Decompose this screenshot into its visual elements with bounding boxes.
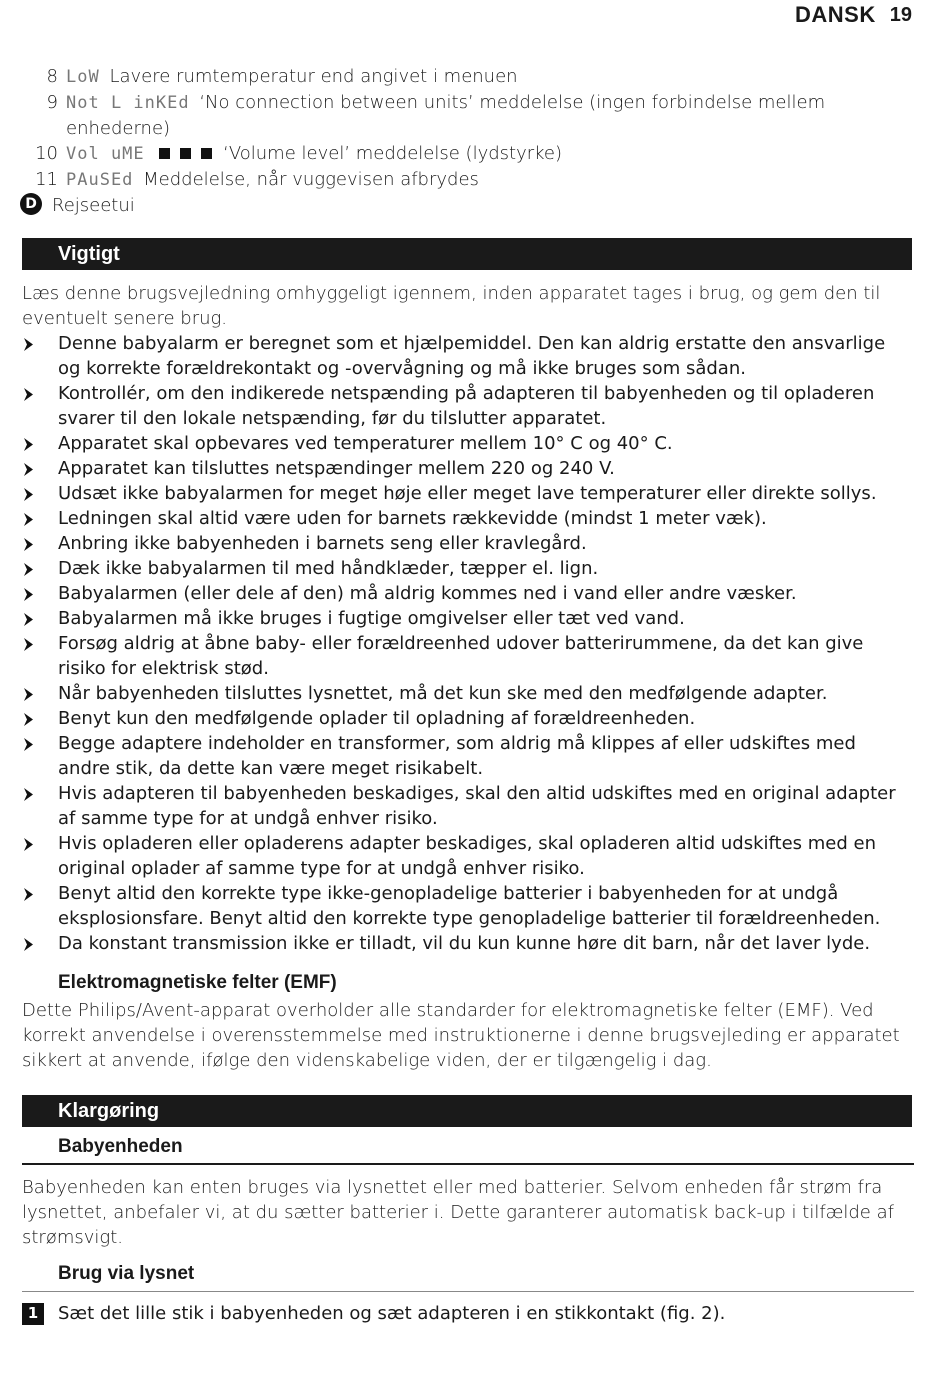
- bullet-icon: [24, 438, 33, 451]
- safety-list-item: [22, 731, 912, 781]
- bullet-icon: [24, 638, 33, 651]
- language-label: DANSK: [795, 2, 876, 27]
- step-text: Sæt det lille stik i babyenheden og sæt adapteren i en stikkontakt (fig. 2).: [58, 1303, 726, 1324]
- safety-list-item: [22, 506, 912, 531]
- safety-list-text: Apparatet skal opbevares ved temperaturer mellem 10° C og 40° C.: [58, 433, 673, 454]
- legend-item: [20, 64, 910, 90]
- divider: [22, 1163, 914, 1165]
- legend-text: Rejseetui: [52, 195, 135, 216]
- bullet-icon: [24, 513, 33, 526]
- safety-list-text: Hvis opladeren eller opladerens adapter beskadiges, skal opladeren altid udskiftes med en original oplader af samme type for at undgå enhver risiko.: [58, 833, 877, 879]
- safety-list-text: Anbring ikke babyenheden i barnets seng eller kravlegård.: [58, 533, 587, 554]
- safety-list-text: Forsøg aldrig at åbne baby- eller forældreenhed udover batterirummene, da det kan give risiko for elektrisk stød.: [58, 633, 864, 679]
- baby-unit-paragraph: Babyenheden kan enten bruges via lysnettet eller med batterier. Selvom enheden får strøm fra lysnettet, anbefaler vi, at du sætter batterier i. Dette garanterer automatisk back-up i tilfælde af strømsvigt.: [22, 1177, 894, 1248]
- bullet-icon: [24, 338, 33, 351]
- legend-number: 10: [35, 143, 58, 164]
- intro-paragraph: Læs denne brugsvejledning omhyggeligt igennem, inden apparatet tages i brug, og gem den til eventuelt senere brug.: [22, 283, 881, 329]
- safety-list-text: Babyalarmen må ikke bruges i fugtige omgivelser eller tæt ved vand.: [58, 608, 685, 629]
- bullet-icon: [24, 488, 33, 501]
- legend-text: Lavere rumtemperatur end angivet i menuen: [109, 66, 518, 87]
- section-heading-important: Vigtigt: [22, 238, 912, 270]
- page-number: 19: [889, 3, 912, 26]
- safety-list-text: Apparatet kan tilsluttes netspændinger mellem 220 og 240 V.: [58, 458, 615, 479]
- safety-list-item: [22, 606, 912, 631]
- volume-bar-icon: [180, 148, 191, 159]
- safety-list-item: [22, 706, 912, 731]
- legend-item: [20, 141, 910, 167]
- lcd-text: Not L inKEd: [66, 93, 190, 113]
- lcd-text: Vol uME: [66, 144, 145, 164]
- legend-item: [20, 90, 910, 141]
- section-heading-preparation: Klargøring: [22, 1095, 912, 1127]
- safety-list-item: [22, 556, 912, 581]
- legend-text: ‘No connection between units’ meddelelse (ingen forbindelse mellem: [199, 92, 826, 113]
- safety-list-item: [22, 631, 912, 681]
- safety-list-text: Udsæt ikke babyalarmen for meget høje eller meget lave temperaturer eller direkte sollys.: [58, 483, 877, 504]
- legend-item: [20, 167, 910, 193]
- baby-unit-heading: Babyenheden: [58, 1136, 183, 1157]
- safety-list-item: [22, 881, 912, 931]
- safety-list-text: Denne babyalarm er beregnet som et hjælpemiddel. Den kan aldrig erstatte den ansvarlige og korrekte forældrekontakt og -overvågning og må ikke bruges som sådan.: [58, 333, 886, 379]
- safety-list-text: Benyt altid den korrekte type ikke-genopladelige batterier i babyenheden for at undgå eksplosionsfare. Benyt altid den korrekte type genopladelige batterier til forældreenheden.: [58, 883, 881, 929]
- safety-list-item: [22, 431, 912, 456]
- bullet-icon: [24, 888, 33, 901]
- bullet-icon: [24, 538, 33, 551]
- bullet-icon: [24, 613, 33, 626]
- bullet-icon: [24, 738, 33, 751]
- safety-list-text: Babyalarmen (eller dele af den) må aldrig kommes ned i vand eller andre væsker.: [58, 583, 797, 604]
- bullet-icon: [24, 713, 33, 726]
- bullet-icon: [24, 588, 33, 601]
- step-item: [22, 1301, 725, 1326]
- safety-list-text: Begge adaptere indeholder en transformer, som aldrig må klippes af eller udskiftes med andre stik, da dette kan være meget risikabelt.: [58, 733, 856, 779]
- safety-list-item: [22, 456, 912, 481]
- legend-number: 11: [35, 169, 58, 190]
- safety-list-text: Dæk ikke babyalarmen til med håndklæder, tæpper el. lign.: [58, 558, 599, 579]
- bullet-icon: [24, 463, 33, 476]
- emf-heading: Elektromagnetiske felter (EMF): [58, 972, 337, 993]
- safety-list-text: Benyt kun den medfølgende oplader til opladning af forældreenheden.: [58, 708, 696, 729]
- volume-bar-icon: [159, 148, 170, 159]
- safety-list-item: [22, 931, 912, 956]
- bullet-icon: [24, 938, 33, 951]
- legend-number: 9: [46, 92, 58, 113]
- legend-text: Meddelelse, når vuggevisen afbrydes: [143, 169, 479, 190]
- divider: [22, 1291, 914, 1292]
- lcd-text: PAuSEd: [66, 170, 134, 190]
- safety-list-item: [22, 781, 912, 831]
- safety-list-text: Ledningen skal altid være uden for barnets rækkevidde (mindst 1 meter væk).: [58, 508, 767, 529]
- safety-list-item: [22, 481, 912, 506]
- safety-list: [22, 331, 912, 956]
- safety-list-text: Da konstant transmission ikke er tilladt, vil du kun kunne høre dit barn, når det laver lyde.: [58, 933, 871, 954]
- bullet-icon: [24, 563, 33, 576]
- legend-text-continued: enhederne): [66, 118, 171, 139]
- legend-text: ‘Volume level’ meddelelse (lydstyrke): [223, 143, 563, 164]
- legend-number: 8: [46, 66, 58, 87]
- safety-list-item: [22, 531, 912, 556]
- volume-bar-icon: [201, 148, 212, 159]
- legend-list: [20, 64, 910, 218]
- letter-d-badge: D: [20, 193, 42, 215]
- bullet-icon: [24, 788, 33, 801]
- lcd-text: LoW: [66, 67, 100, 87]
- page-header: [795, 0, 912, 30]
- legend-item: [0, 193, 910, 218]
- safety-list-item: [22, 681, 912, 706]
- mains-heading: Brug via lysnet: [58, 1263, 195, 1284]
- safety-list-text: Når babyenheden tilsluttes lysnettet, må det kun ske med den medfølgende adapter.: [58, 683, 828, 704]
- safety-list-item: [22, 381, 912, 431]
- safety-list-item: [22, 331, 912, 381]
- safety-list-item: [22, 831, 912, 881]
- step-number: 1: [22, 1303, 44, 1325]
- safety-list-text: Kontrollér, om den indikerede netspænding på adapteren til babyenheden og til opladeren svarer til den lokale netspænding, før du tilslutter apparatet.: [58, 383, 875, 429]
- safety-list-text: Hvis adapteren til babyenheden beskadiges, skal den altid udskiftes med en original adapter af samme type for at undgå enhver risiko.: [58, 783, 896, 829]
- bullet-icon: [24, 688, 33, 701]
- bullet-icon: [24, 388, 33, 401]
- emf-paragraph: Dette Philips/Avent-apparat overholder alle standarder for elektromagnetiske felter (EMF). Ved korrekt anvendelse i overensstemmelse med instruktionerne i denne brugsvejleding er apparatet sikkert at anvende, ifølge den videnskabelige viden, der er tilgængelig i dag.: [22, 1000, 900, 1071]
- bullet-icon: [24, 838, 33, 851]
- safety-list-item: [22, 581, 912, 606]
